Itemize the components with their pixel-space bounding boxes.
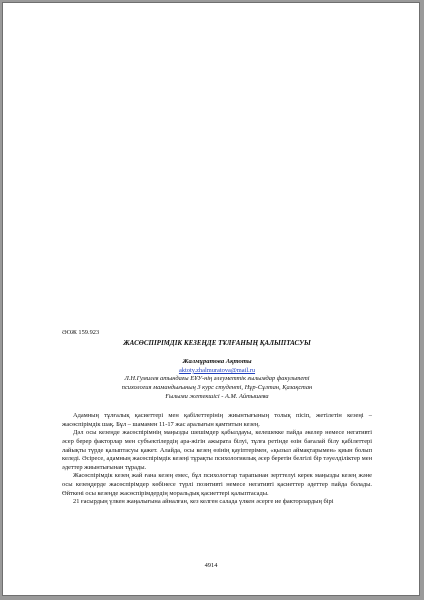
article-text: [62, 329, 372, 507]
author-email-line: [62, 367, 372, 376]
paragraph-3: Жасөспірімдік кезең жай ғана кезең емес, бұл психологтар тарапынан зерттелуі керек маңызды кезең және осы кезеңдерде жасөспірімдер көбінесе түрлі позитивті немесе негативті қасиеттер әдеттер пайда болады. Өйткені осы кезеңде жасөспірімдердің моральдық қасиеттері қалыптасады.: [62, 472, 372, 497]
affiliation-line-1: Л.Н.Гумилев атындағы ЕҰУ-нің әлеуметтік ғылымдар факультеті: [124, 375, 310, 383]
author-email-link[interactable]: aktoty.zhalmuratova@mail.ru: [178, 366, 256, 374]
paragraph-1: Адамның тұлғалық қасиеттері мен қабілеттерінің жиынтығының толық пісіп, жетілетін кезеңі – жасөспірімдік шақ. Бұл – шамамен 11-17 жас аралығын қамтитын кезең.: [62, 412, 372, 428]
paragraph-4-text: ғасырдың үлкен жаңалығына айналған, кез келген салада үлкен әсерге ие факторлардың бірі: [81, 498, 334, 506]
scientific-advisor: Ғылыми жетекшісі - А.М. Айтышева: [165, 392, 269, 400]
paragraph-2: Дәл осы кезеңде жасөспірімнің маңызды шешімдер қабылдауы, келешекке пайда әкелер немесе негативті әсер берер факторлар мен субъектілердің ара-жігін ажырата білуі, тұлға ретінде өзін бағалай білу қабілеттері лайықты түрде қалыптасуы қажет. Алайда, осы кезең өзінің қауіптерімен, «қызыл аймақтарымен» қиын болып келеді. Әсіресе, адамның жасөспірімдік кезеңі тұрақты психологиялық әсер беретін белгілі бір тәуелділіктер мен әдеттер жиынтығынан тұрады.: [62, 429, 372, 471]
paragraph-4: [62, 498, 372, 507]
paragraph-4-number: 21: [73, 498, 80, 506]
article-title: ЖАСӨСПІРІМДІК КЕЗЕҢДЕ ТҰЛҒАНЫҢ ҚАЛЫПТАСУЫ: [123, 338, 311, 347]
udk-code: ӘОЖ 159.923: [62, 329, 100, 336]
document-page: [2, 2, 420, 596]
author-name: Жалмұратова Ақтоты: [182, 358, 252, 366]
page-number: 4914: [204, 562, 218, 569]
affiliation-line-2: психология мамандығының 3 курс студенті, Нұр-Сұлтан, Қазақстан: [121, 383, 313, 391]
